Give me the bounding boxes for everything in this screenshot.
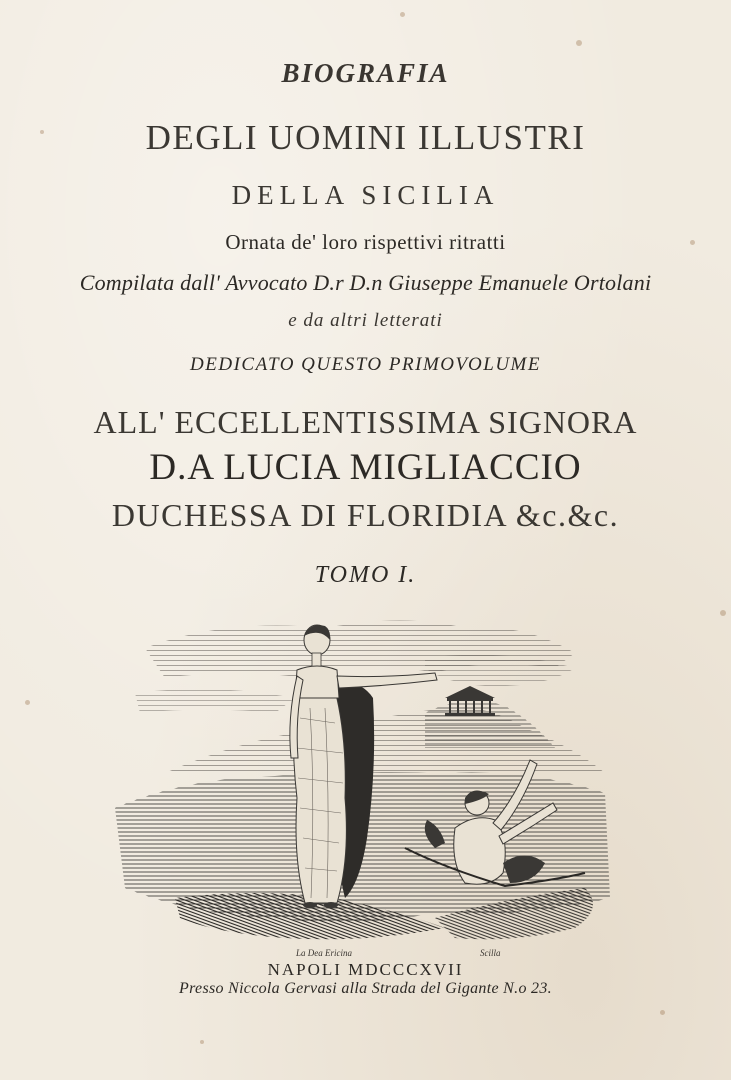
author-line: Compilata dall' Avvocato D.r D.n Giuseppe Emanuele Ortolani xyxy=(79,270,652,295)
engraving-vignette xyxy=(105,598,625,958)
co-authors-line: e da altri letterati xyxy=(288,310,443,331)
dedicatee-title: ALL' ECCELLENTISSIMA SIGNORA xyxy=(93,404,638,440)
dedicatee-name: D.A LUCIA MIGLIACCIO xyxy=(149,447,582,488)
foxing-spot xyxy=(25,700,30,705)
heading-biografia: BIOGRAFIA xyxy=(281,58,450,88)
subtitle-ornata: Ornata de' loro rispettivi ritratti xyxy=(225,230,506,254)
foxing-spot xyxy=(660,1010,665,1015)
caption-scilla: Scilla xyxy=(480,948,501,958)
caption-dea-ericina: La Dea Ericina xyxy=(296,948,352,958)
imprint-publisher: Presso Niccola Gervasi alla Strada del Gigante N.o 23. xyxy=(179,980,552,997)
heading-della-sicilia: DELLA SICILIA xyxy=(231,180,500,210)
foxing-spot xyxy=(200,1040,204,1044)
volume-number: TOMO I. xyxy=(314,562,417,588)
imprint-city-year: NAPOLI MDCCCXVII xyxy=(267,960,464,979)
foxing-spot xyxy=(400,12,405,17)
heading-degli-uomini: DEGLI UOMINI ILLUSTRI xyxy=(145,118,586,157)
dedicatee-rank: DUCHESSA DI FLORIDIA &c.&c. xyxy=(111,497,620,533)
dedication-line: DEDICATO QUESTO PRIMOVOLUME xyxy=(190,354,541,375)
foxing-spot xyxy=(720,610,726,616)
foxing-spot xyxy=(576,40,582,46)
mountain xyxy=(165,701,605,773)
